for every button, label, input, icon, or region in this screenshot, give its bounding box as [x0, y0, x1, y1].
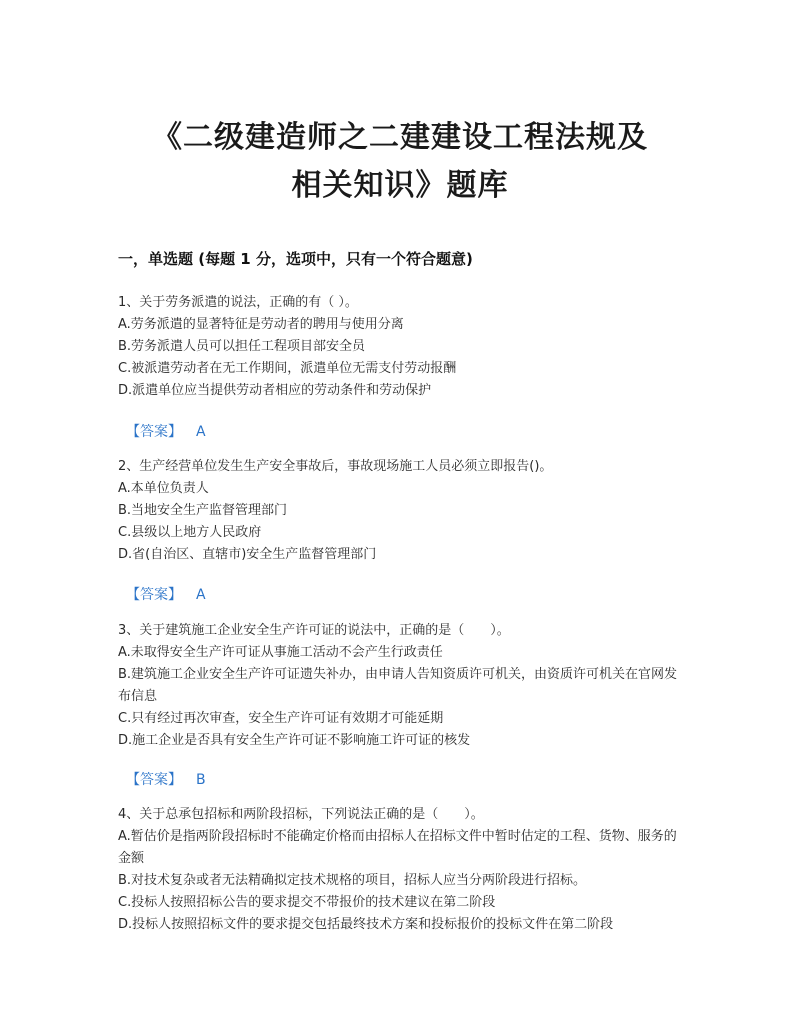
option-a: A.未取得安全生产许可证从事施工活动不会产生行政责任 — [118, 645, 443, 660]
document-title-line1: 《二级建造师之二建建设工程法规及 — [152, 120, 648, 155]
option-c: C.县级以上地方人民政府 — [118, 525, 262, 540]
answer-value: B — [196, 772, 206, 788]
option-d: D.投标人按照招标文件的要求提交包括最终技术方案和投标报价的投标文件在第二阶段 — [118, 917, 614, 932]
answer-3 — [126, 769, 206, 789]
option-a: A.本单位负责人 — [118, 481, 209, 496]
option-c: C.只有经过再次审查，安全生产许可证有效期才可能延期 — [118, 711, 444, 726]
answer-label: 【答案】 — [126, 587, 182, 603]
section-heading: 一，单选题 (每题 1 分，选项中，只有一个符合题意) — [118, 250, 473, 268]
answer-value: A — [196, 587, 206, 603]
question-stem: 3、关于建筑施工企业安全生产许可证的说法中，正确的是（ ）。 — [118, 623, 510, 638]
option-b: B.对技术复杂或者无法精确拟定技术规格的项目，招标人应当分两阶段进行招标。 — [118, 873, 587, 888]
question-2 — [118, 456, 688, 566]
answer-label: 【答案】 — [126, 424, 182, 440]
question-1 — [118, 292, 688, 402]
option-b: B.当地安全生产监督管理部门 — [118, 503, 288, 518]
option-c: C.被派遣劳动者在无工作期间，派遣单位无需支付劳动报酬 — [118, 361, 457, 376]
question-stem: 2、生产经营单位发生生产安全事故后，事故现场施工人员必须立即报告()。 — [118, 459, 553, 474]
question-4 — [118, 804, 688, 936]
question-stem: 1、关于劳务派遣的说法，正确的有（ ）。 — [118, 295, 358, 310]
answer-value: A — [196, 424, 206, 440]
question-3 — [118, 620, 688, 752]
option-d: D.施工企业是否具有安全生产许可证不影响施工许可证的核发 — [118, 733, 471, 748]
question-stem: 4、关于总承包招标和两阶段招标，下列说法正确的是（ ）。 — [118, 807, 484, 822]
option-d: D.省(自治区、直辖市)安全生产监督管理部门 — [118, 547, 377, 562]
option-a: A.劳务派遣的显著特征是劳动者的聘用与使用分离 — [118, 317, 404, 332]
answer-1 — [126, 421, 206, 441]
option-b: B.建筑施工企业安全生产许可证遗失补办，由申请人告知资质许可机关，由资质许可机关在官网发布信息 — [118, 667, 678, 704]
option-b: B.劳务派遣人员可以担任工程项目部安全员 — [118, 339, 366, 354]
answer-label: 【答案】 — [126, 772, 182, 788]
option-d: D.派遣单位应当提供劳动者相应的劳动条件和劳动保护 — [118, 383, 432, 398]
document-title-line2: 相关知识》题库 — [291, 168, 509, 203]
option-c: C.投标人按照招标公告的要求提交不带报价的技术建议在第二阶段 — [118, 895, 496, 910]
answer-2 — [126, 584, 206, 604]
option-a: A.暂估价是指两阶段招标时不能确定价格而由招标人在招标文件中暂时估定的工程、货物、服务的金额 — [118, 829, 677, 866]
